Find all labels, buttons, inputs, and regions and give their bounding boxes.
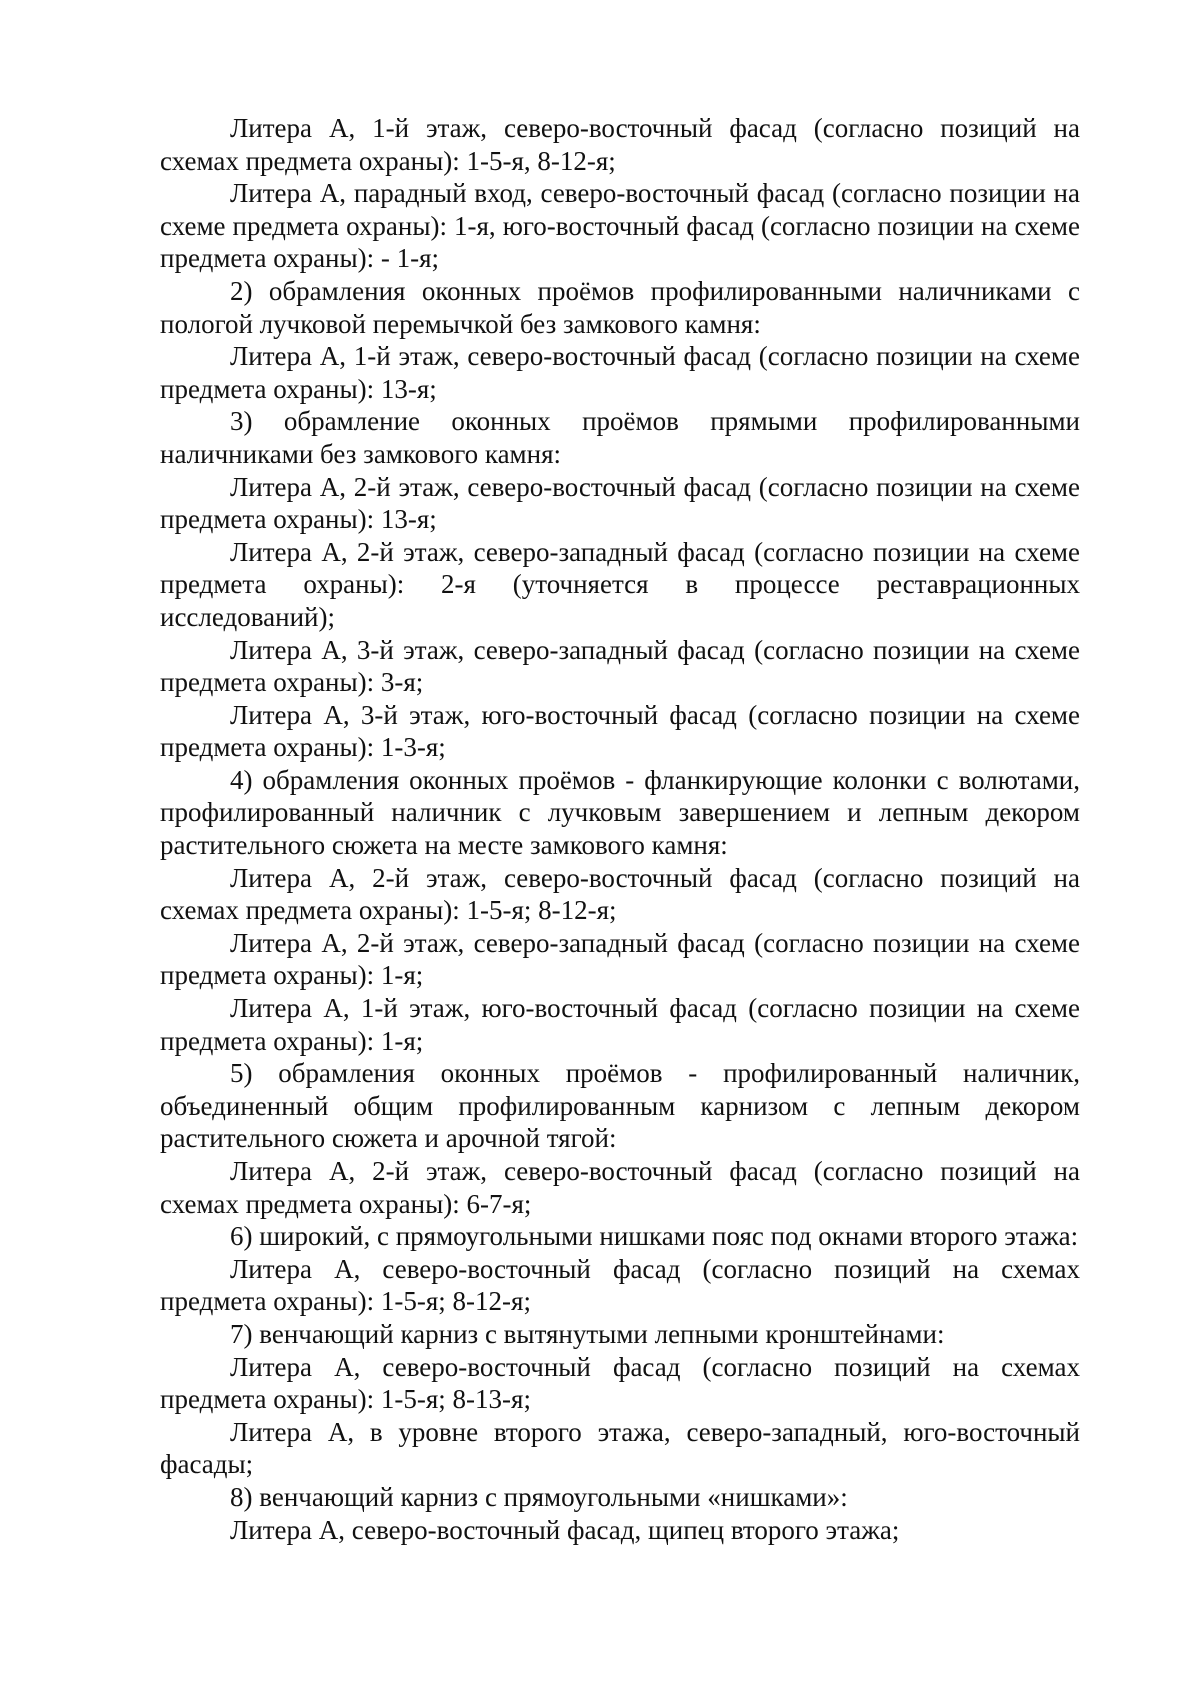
paragraph: 5) обрамления оконных проёмов - профилированный наличник, объединенный общим профилированным карнизом с лепным декором растительного сюжета и арочной тягой: (160, 1058, 1080, 1154)
paragraph: Литера А, 2-й этаж, северо-западный фасад (согласно позиции на схеме предмета охраны): 2-я (уточняется в процессе реставрационных исследований); (160, 536, 1080, 632)
document-body (160, 112, 1080, 1546)
paragraph: Литера А, 1-й этаж, северо-восточный фасад (согласно позиций на схемах предмета охраны): 1-5-я, 8-12-я; (160, 113, 1080, 176)
paragraph: Литера А, 3-й этаж, северо-западный фасад (согласно позиции на схеме предмета охраны): 3-я; (160, 634, 1080, 698)
paragraph: 8) венчающий карниз с прямоугольными «нишками»: (230, 1481, 848, 1512)
paragraph: Литера А, 2-й этаж, северо-западный фасад (согласно позиции на схеме предмета охраны): 1-я; (160, 927, 1080, 991)
paragraph: 4) обрамления оконных проёмов - фланкирующие колонки с волютами, профилированный наличник с лучковым завершением и лепным декором растительного сюжета на месте замкового камня: (160, 764, 1080, 861)
paragraph: Литера А, в уровне второго этажа, северо-западный, юго-восточный фасады; (160, 1416, 1080, 1480)
paragraph: Литера А, 1-й этаж, северо-восточный фасад (согласно позиции на схеме предмета охраны): 13-я; (160, 341, 1080, 404)
paragraph: 7) венчающий карниз с вытянутыми лепными кронштейнами: (230, 1318, 945, 1349)
paragraph: Литера А, 3-й этаж, юго-восточный фасад (согласно позиции на схеме предмета охраны): 1-3-я; (160, 699, 1080, 763)
paragraph: Литера А, 2-й этаж, северо-восточный фасад (согласно позиций на схемах предмета охраны): 1-5-я; 8-12-я; (160, 862, 1080, 926)
paragraph: Литера А, 2-й этаж, северо-восточный фасад (согласно позиции на схеме предмета охраны): 13-я; (160, 471, 1080, 535)
paragraph: Литера А, 1-й этаж, юго-восточный фасад (согласно позиции на схеме предмета охраны): 1-я; (160, 993, 1080, 1056)
paragraph: Литера А, парадный вход, северо-восточный фасад (согласно позиции на схеме предмета охраны): 1-я, юго-восточный фасад (согласно позиции на схеме предмета охраны): - 1-я; (160, 178, 1080, 274)
paragraph: Литера А, северо-восточный фасад, щипец второго этажа; (230, 1514, 900, 1545)
paragraph: Литера А, северо-восточный фасад (согласно позиций на схемах предмета охраны): 1-5-я; 8-12-я; (160, 1253, 1080, 1317)
paragraph: Литера А, 2-й этаж, северо-восточный фасад (согласно позиций на схемах предмета охраны): 6-7-я; (160, 1156, 1080, 1219)
paragraph: 2) обрамления оконных проёмов профилированными наличниками с пологой лучковой перемычкой без замкового камня: (160, 275, 1080, 339)
paragraph: 6) широкий, с прямоугольными нишками пояс под окнами второго этажа: (230, 1221, 1079, 1252)
paragraph: Литера А, северо-восточный фасад (согласно позиций на схемах предмета охраны): 1-5-я; 8-13-я; (160, 1351, 1080, 1415)
paragraph: 3) обрамление оконных проёмов прямыми профилированными наличниками без замкового камня: (160, 406, 1080, 469)
